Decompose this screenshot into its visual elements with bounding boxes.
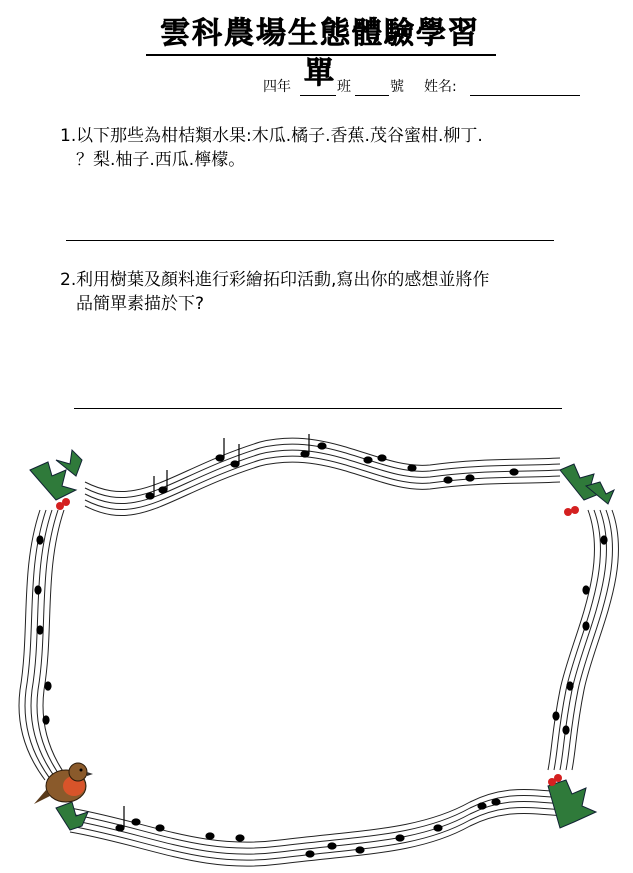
answer-line-1[interactable]	[66, 240, 554, 241]
question-number: 2.	[60, 270, 77, 290]
question-2	[60, 268, 489, 316]
holly-icon	[56, 802, 88, 830]
name-label: 姓名:	[424, 79, 457, 95]
question-text-line1: 以下那些為柑桔類水果:木瓜.橘子.香蕉.茂谷蜜柑.柳丁.	[76, 126, 483, 146]
question-number: 1.	[60, 126, 77, 146]
name-blank[interactable]	[470, 95, 580, 96]
question-text-line2: 品簡單素描於下?	[76, 294, 205, 314]
question-text-line2: ？梨.柚子.西瓜.檸檬。	[76, 150, 246, 170]
holly-icon	[30, 450, 82, 510]
grade-blank[interactable]	[300, 95, 336, 96]
title-underline	[146, 54, 496, 56]
music-staff-frame	[0, 430, 633, 873]
class-blank[interactable]	[355, 95, 389, 96]
number-label: 號	[390, 79, 404, 95]
question-1	[60, 124, 483, 172]
class-label: 班	[337, 79, 351, 95]
robin-bird-icon	[34, 763, 93, 804]
holly-icon	[548, 774, 596, 828]
answer-line-2[interactable]	[74, 408, 562, 409]
grade-label: 四年	[263, 79, 291, 95]
holly-icon	[560, 464, 614, 516]
question-text-line1: 利用樹葉及顏料進行彩繪拓印活動,寫出你的感想並將作	[76, 270, 490, 290]
page-title: 雲科農場生態體驗學習單	[160, 16, 480, 91]
